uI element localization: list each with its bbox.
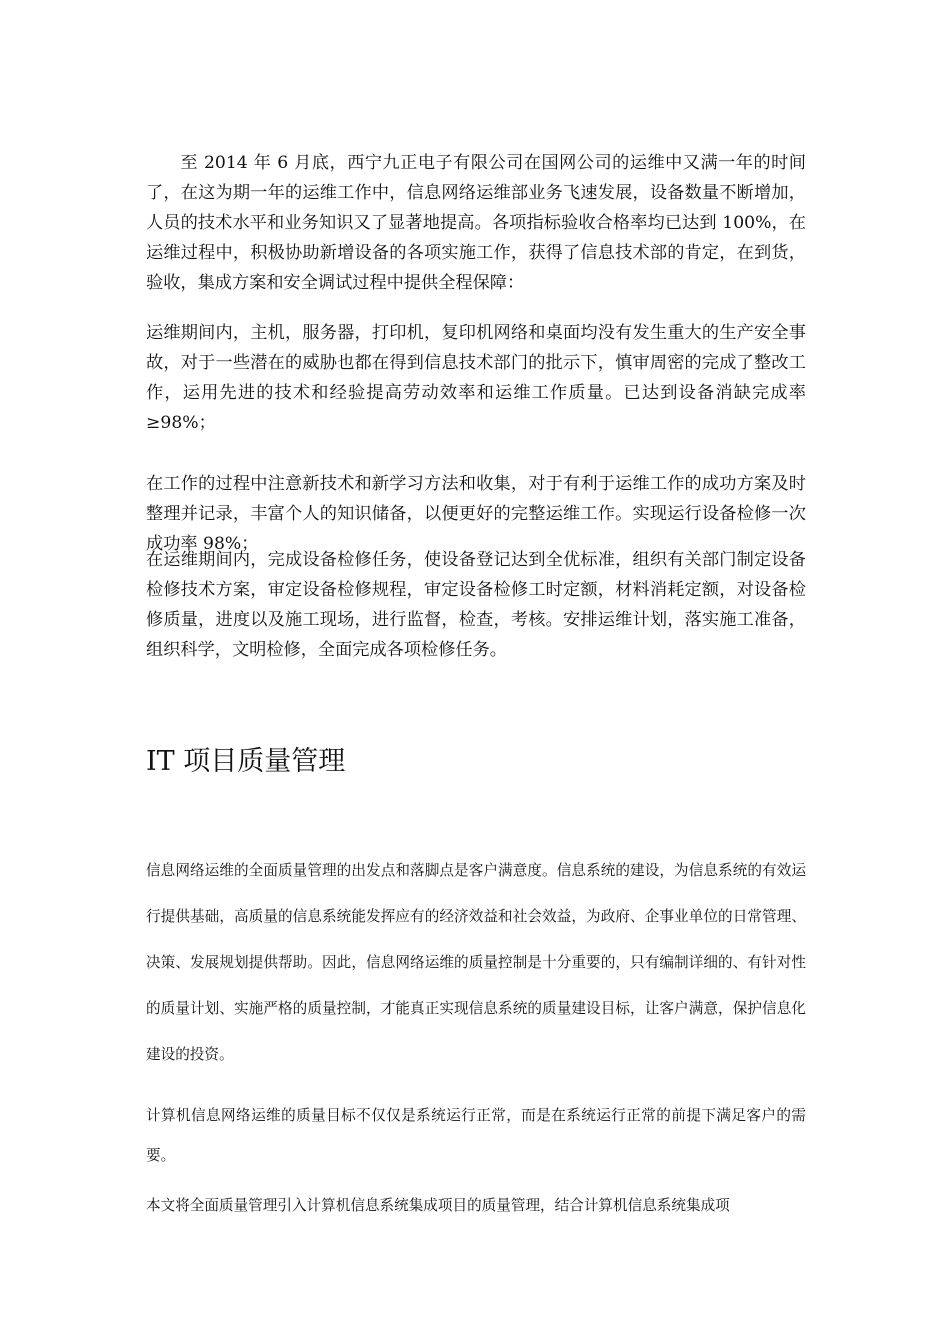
learning-paragraph: 在工作的过程中注意新技术和新学习方法和收集，对于有利于运维工作的成功方案及时整理并记录，丰富个人的知识储备，以便更好的完整运维工作。实现运行设备检修一次成功率 98%； — [146, 474, 806, 554]
quality-paragraph-2: 计算机信息网络运维的质量目标不仅仅是系统运行正常，而是在系统运行正常的前提下满足客户的需要。 — [146, 1107, 806, 1164]
maintenance-paragraph: 在运维期间内，完成设备检修任务，使设备登记达到全优标准，组织有关部门制定设备检修技术方案，审定设备检修规程，审定设备检修工时定额，材料消耗定额，对设备检修质量，进度以及施工现场，进行监督，检查，考核。安排运维计划，落实施工准备，组织科学，文明检修，全面完成各项检修任务。 — [146, 550, 806, 660]
section-heading: IT 项目质量管理 — [146, 746, 346, 777]
quality-paragraph-1: 信息网络运维的全面质量管理的出发点和落脚点是客户满意度。信息系统的建设，为信息系统的有效运行提供基础，高质量的信息系统能发挥应有的经济效益和社会效益，为政府、企事业单位的日常管理、决策、发展规划提供帮助。因此，信息网络运维的质量控制是十分重要的，只有编制详细的、有针对性的质量计划、实施严格的质量控制，才能真正实现信息系统的质量建设目标，让客户满意，保护信息化建设的投资。 — [146, 862, 806, 1063]
intro-paragraph: 至 2014 年 6 月底，西宁九正电子有限公司在国网公司的运维中又满一年的时间了，在这为期一年的运维工作中，信息网络运维部业务飞速发展，设备数量不断增加，人员的技术水平和业务知识又了显著地提高。各项指标验收合格率均已达到 100%，在运维过程中，积极协助新增设备的各项实施工作，获得了信息技术部的肯定，在到货，验收，集成方案和安全调试过程中提供全程保障： — [146, 153, 806, 293]
quality-paragraph-3: 本文将全面质量管理引入计算机信息系统集成项目的质量管理，结合计算机信息系统集成项 — [146, 1197, 730, 1214]
safety-paragraph: 运维期间内，主机，服务器，打印机，复印机网络和桌面均没有发生重大的生产安全事故，对于一些潜在的威胁也都在得到信息技术部门的批示下，慎审周密的完成了整改工作，运用先进的技术和经验提高劳动效率和运维工作质量。已达到设备消缺完成率≥98%； — [146, 323, 806, 433]
